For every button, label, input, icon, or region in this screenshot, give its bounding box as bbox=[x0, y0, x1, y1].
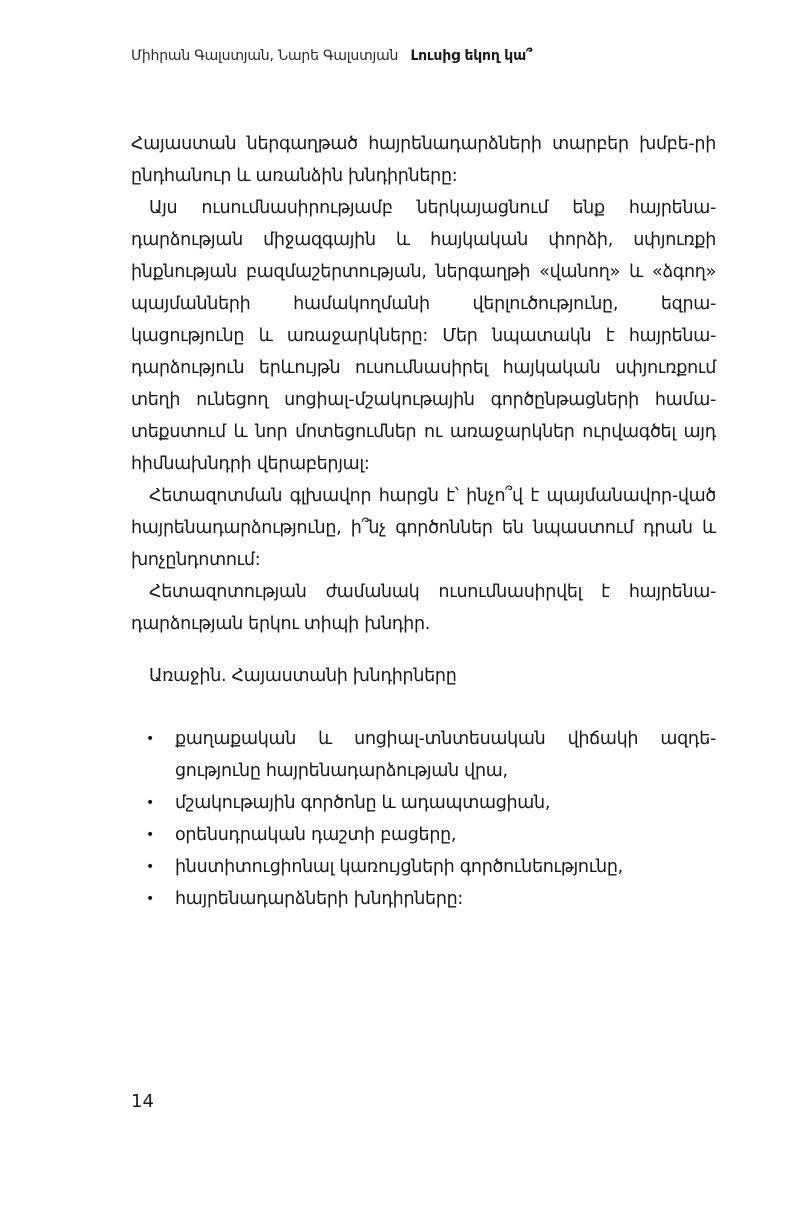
paragraph-continuation: Հայաստան ներգաղթած հայրենադարձների տարբեր խմբե-րի ընդհանուր և առանձին խնդիրները: bbox=[131, 134, 716, 186]
paragraph-main-question: Հետազոտման գլխավոր հարցն է՝ ինչո՞վ է պայմանավոր-ված հայրենադարձությունը, ի՞նչ գործոններ են նպաստում դրան և խոչընդոտում: bbox=[131, 486, 716, 570]
list-item-text: քաղաքական և սոցիալ-տնտեսական վիճակի ազդե-ցությունը հայրենադարձության վրա, bbox=[175, 729, 716, 781]
list-item-text: մշակութային գործոնը և ադապտացիան, bbox=[175, 793, 551, 813]
list-item-text: հայրենադարձների խնդիրները: bbox=[175, 889, 464, 909]
bullet-icon: • bbox=[146, 891, 154, 907]
list-item bbox=[131, 723, 716, 787]
list-item bbox=[131, 851, 716, 883]
list-item bbox=[131, 787, 716, 819]
body-text bbox=[131, 128, 716, 640]
list-item-text: օրենսդրական դաշտի բացերը, bbox=[175, 825, 457, 845]
bullet-icon: • bbox=[146, 827, 154, 843]
header-book-title: Լուսից եկող կա՞ bbox=[410, 48, 533, 64]
header-authors: Միհրան Գալստյան, Նարե Գալստյան bbox=[131, 48, 399, 64]
bullet-icon: • bbox=[146, 859, 154, 875]
list-item bbox=[131, 819, 716, 851]
list-item bbox=[131, 883, 716, 915]
running-header bbox=[131, 46, 532, 66]
bullet-icon: • bbox=[146, 731, 154, 747]
bullet-list bbox=[131, 723, 716, 915]
list-item-text: ինստիտուցիոնալ կառույցների գործունեությունը, bbox=[175, 857, 623, 877]
bullet-icon: • bbox=[146, 795, 154, 811]
paragraph-problem-types: Հետազոտության ժամանակ ուսումնասիրվել է հայրենա-դարձության երկու տիպի խնդիր. bbox=[131, 582, 716, 634]
section-title: Առաջին. Հայաստանի խնդիրները bbox=[149, 666, 457, 686]
page-number: 14 bbox=[131, 1091, 154, 1112]
paragraph-study-overview: Այս ուսումնասիրությամբ ներկայացնում ենք հայրենա-դարձության միջազգային և հայկական փորձի, սփյուռքի ինքնության բազմաշերտության, ներգաղթի «վանող» և «ձգող» պայմանների համակողմանի վերլուծությունը, եզրա-կացությունը և առաջարկները: Մեր նպատակն է հայրենա-դարձություն երևույթն ուսումնասիրել հայկական սփյուռքում տեղի ունեցող սոցիալ-մշակութային գործընթացների համա-տեքստում և նոր մոտեցումներ ու առաջարկներ ուրվագծել այդ հիմնախնդրի վերաբերյալ: bbox=[131, 198, 716, 474]
